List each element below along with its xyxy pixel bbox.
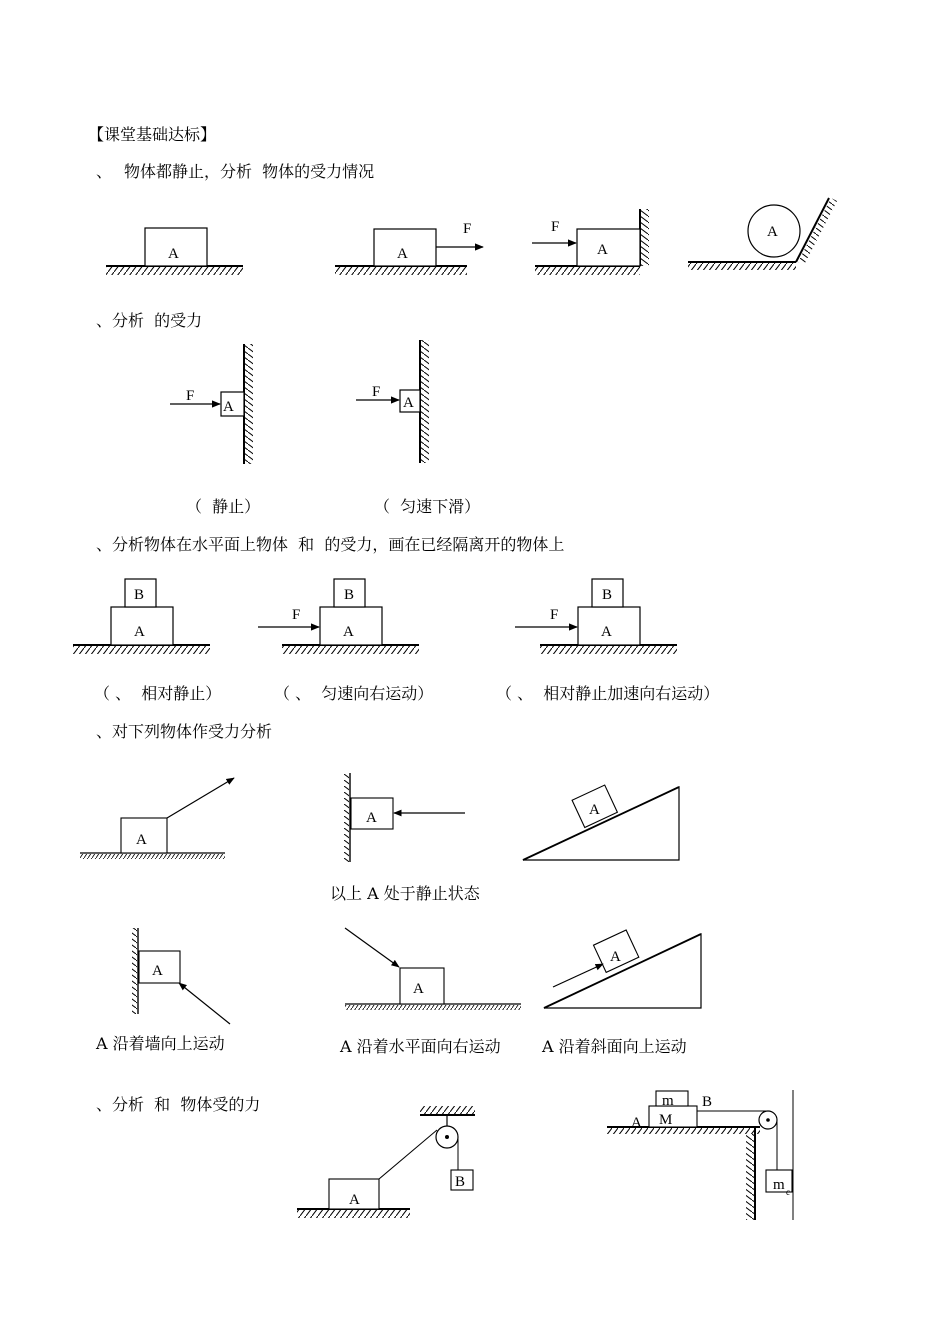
block-label: A bbox=[223, 399, 234, 415]
force-label: F bbox=[550, 607, 559, 623]
q1-figure-block-pushed-to-wall bbox=[532, 209, 649, 275]
q1-figure-ball-in-corner bbox=[688, 198, 837, 270]
block-label: A bbox=[366, 810, 377, 826]
block-label: A bbox=[589, 802, 600, 818]
block-label: A bbox=[136, 832, 147, 848]
block-m-hanging-label: m bbox=[773, 1177, 785, 1193]
block-b-label: B bbox=[134, 587, 145, 603]
caption-up-wall: A 沿着墙向上运动 bbox=[96, 1034, 225, 1053]
caption-accelerate-right: （ 、 相对静止加速向右运动） bbox=[496, 684, 720, 703]
block-b-label: B bbox=[455, 1174, 466, 1190]
static-state-note: 以上 A 处于静止状态 bbox=[330, 884, 480, 903]
q4-figure-block-on-incline bbox=[523, 785, 679, 860]
block-a-label: A bbox=[601, 624, 612, 640]
label-A: A bbox=[631, 1115, 642, 1131]
q4-figure-pushed-on-floor bbox=[345, 928, 521, 1010]
q5-figure-table-pulley bbox=[607, 1090, 793, 1220]
block-label: A bbox=[152, 963, 163, 979]
block-b-label: B bbox=[602, 587, 613, 603]
q4-figure-pushed-up-incline bbox=[544, 930, 701, 1008]
q4-figure-pushed-up-wall bbox=[132, 928, 230, 1024]
ball-label: A bbox=[767, 224, 778, 240]
block-label: A bbox=[413, 981, 424, 997]
q4-figure-pressed-on-wall bbox=[344, 773, 465, 862]
q4-figure-pulled-at-angle bbox=[80, 778, 234, 859]
caption-relative-static: （ 、 相对静止） bbox=[94, 684, 222, 703]
block-m-top-label: m bbox=[662, 1093, 674, 1109]
label-B: B bbox=[702, 1094, 713, 1110]
force-label: F bbox=[463, 221, 472, 237]
block-label: A bbox=[610, 949, 621, 965]
caption-uniform-right: （ 、 匀速向右运动） bbox=[274, 684, 434, 703]
q1-figure-block-pulled bbox=[335, 221, 483, 275]
q2-figure-block-pressed-static bbox=[170, 344, 253, 464]
force-label: F bbox=[551, 219, 560, 235]
q3-figure-stacked-static bbox=[73, 579, 210, 654]
question-3-text: 、分析物体在水平面上物体 和 的受力，画在已经隔离开的物体上 bbox=[96, 535, 565, 554]
block-b-label: B bbox=[344, 587, 355, 603]
q3-figure-stacked-uniform bbox=[258, 579, 419, 654]
section-header: 【课堂基础达标】 bbox=[88, 125, 217, 144]
block-M-label: M bbox=[659, 1112, 673, 1128]
block-label: A bbox=[597, 242, 608, 258]
caption-static: （ 静止） bbox=[186, 497, 261, 516]
question-1-text: 物体都静止，分析 物体的受力情况 bbox=[124, 162, 375, 181]
block-label: A bbox=[403, 395, 414, 411]
force-label: F bbox=[292, 607, 301, 623]
question-1-prefix: 、 bbox=[96, 162, 113, 181]
caption-up-incline: A 沿着斜面向上运动 bbox=[542, 1037, 687, 1056]
q2-figure-block-sliding-down bbox=[356, 340, 429, 463]
label-c: c bbox=[786, 1187, 790, 1197]
block-a-label: A bbox=[349, 1192, 360, 1208]
q5-figure-pulley-ceiling bbox=[297, 1106, 475, 1218]
question-2-text: 、分析 的受力 bbox=[96, 311, 203, 330]
caption-uniform-slide: （ 匀速下滑） bbox=[374, 497, 481, 516]
block-label: A bbox=[168, 246, 179, 262]
block-a-label: A bbox=[134, 624, 145, 640]
question-5-text: 、分析 和 物体受的力 bbox=[96, 1095, 261, 1114]
question-4-text: 、对下列物体作受力分析 bbox=[96, 722, 273, 741]
q1-figure-block-on-floor bbox=[106, 228, 243, 275]
block-label: A bbox=[397, 246, 408, 262]
q3-figure-stacked-accelerating bbox=[515, 579, 677, 654]
block-a-label: A bbox=[343, 624, 354, 640]
force-label: F bbox=[186, 388, 195, 404]
force-label: F bbox=[372, 384, 381, 400]
caption-along-floor: A 沿着水平面向右运动 bbox=[340, 1037, 501, 1056]
